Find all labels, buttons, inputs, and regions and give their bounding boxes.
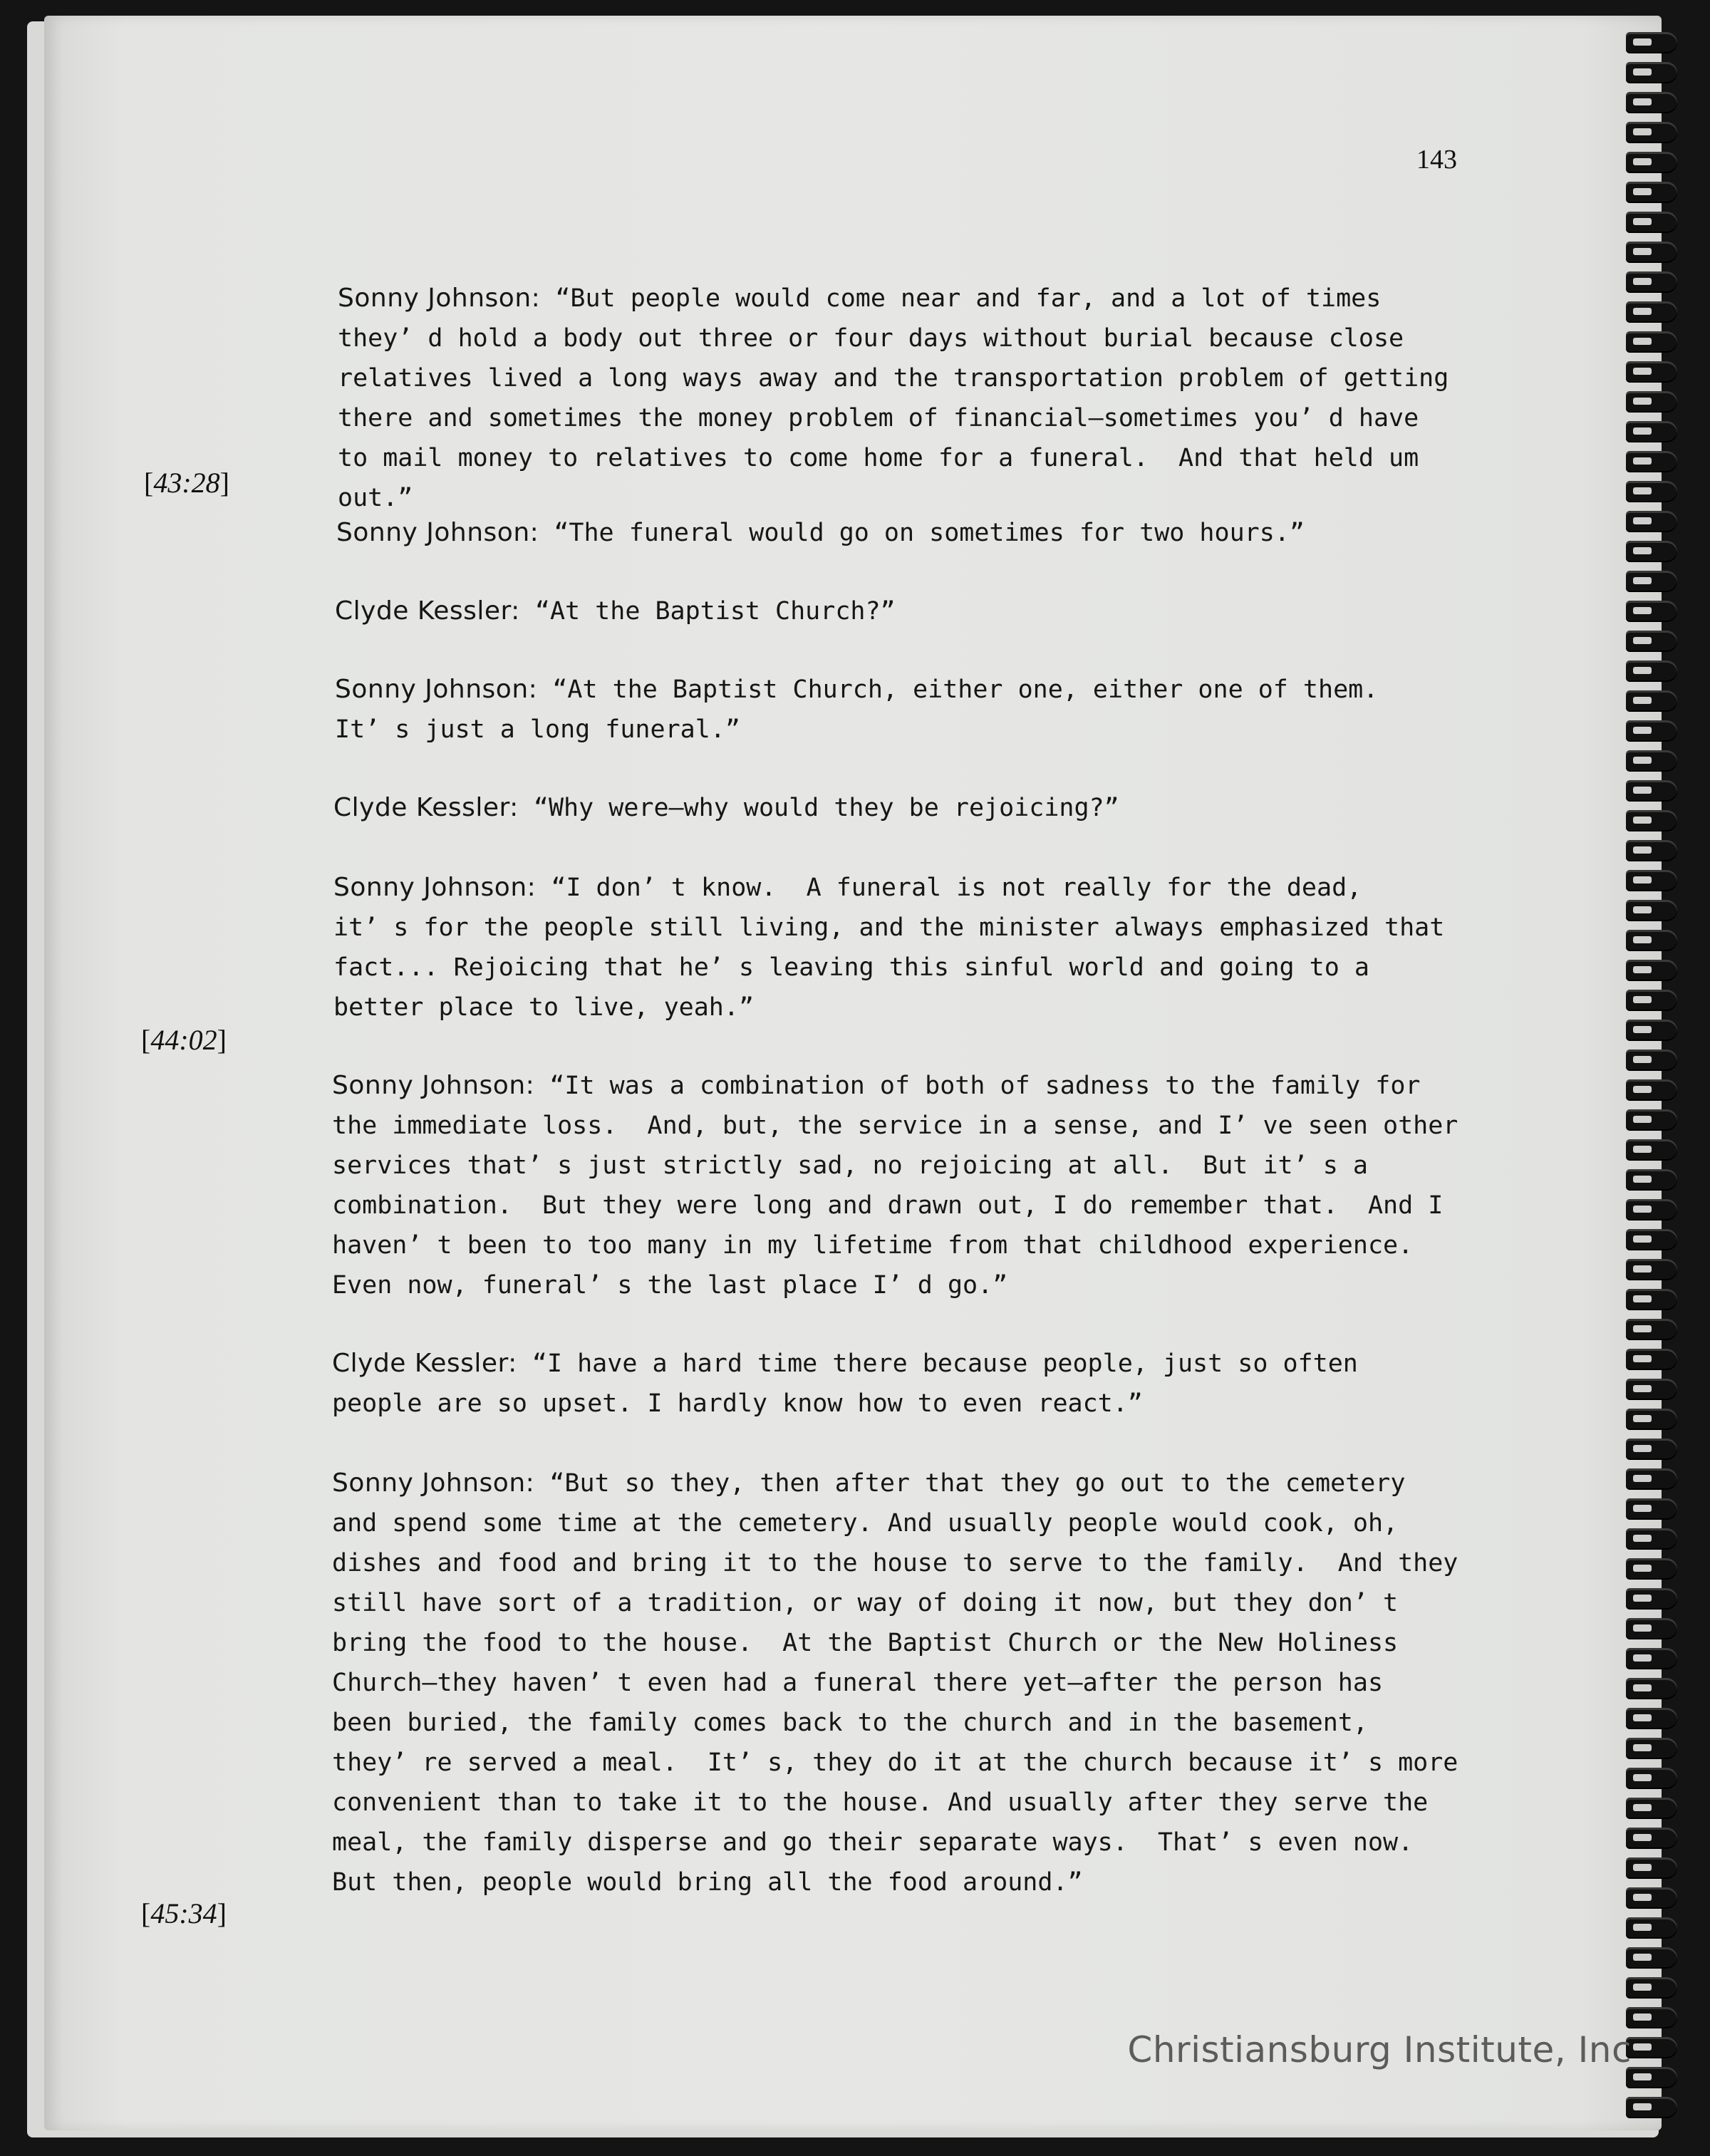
spiral-coil xyxy=(1626,1558,1677,1580)
spiral-coil xyxy=(1626,242,1677,263)
spiral-coil xyxy=(1626,1678,1677,1699)
spiral-coil xyxy=(1626,960,1677,981)
spiral-coil xyxy=(1626,1947,1677,1969)
speaker-name: Sonny Johnson: xyxy=(335,675,538,704)
spiral-coil xyxy=(1626,122,1677,143)
spiral-coil xyxy=(1626,990,1677,1011)
spiral-coil xyxy=(1626,361,1677,383)
spiral-coil xyxy=(1626,62,1677,83)
spiral-coil xyxy=(1626,271,1677,293)
spiral-binding xyxy=(1626,32,1704,2134)
transcript-entry: Sonny Johnson: “The funeral would go on sometimes for two hours.” xyxy=(336,518,1305,547)
spiral-coil xyxy=(1626,810,1677,831)
transcript-entry: Clyde Kessler: “I have a hard time there because people, just so often people are so upset. I hardly know how to even react.” xyxy=(332,1349,1358,1418)
spiral-coil xyxy=(1626,1199,1677,1220)
speaker-name: Clyde Kessler: xyxy=(333,793,519,822)
watermark: Christiansburg Institute, Inc xyxy=(1127,2029,1632,2071)
spiral-coil xyxy=(1626,541,1677,562)
spiral-coil xyxy=(1626,1528,1677,1550)
spiral-coil xyxy=(1626,2037,1677,2058)
spiral-coil xyxy=(1626,1259,1677,1280)
spiral-coil xyxy=(1626,1498,1677,1520)
speaker-name: Clyde Kessler: xyxy=(335,596,520,626)
spiral-coil xyxy=(1626,1020,1677,1041)
spiral-coil xyxy=(1626,1618,1677,1639)
spiral-coil xyxy=(1626,1229,1677,1250)
spiral-coil xyxy=(1626,1828,1677,1849)
spiral-coil xyxy=(1626,1588,1677,1610)
timestamp: [44:02] xyxy=(141,1024,227,1056)
spiral-coil xyxy=(1626,1768,1677,1789)
spiral-coil xyxy=(1626,92,1677,113)
spiral-coil xyxy=(1626,1468,1677,1490)
spiral-coil xyxy=(1626,660,1677,682)
spiral-coil xyxy=(1626,451,1677,472)
speaker-name: Clyde Kessler: xyxy=(332,1349,517,1378)
spiral-coil xyxy=(1626,391,1677,413)
spiral-coil xyxy=(1626,301,1677,323)
spiral-coil xyxy=(1626,511,1677,532)
spiral-coil xyxy=(1626,1050,1677,1071)
speaker-name: Sonny Johnson: xyxy=(332,1468,535,1498)
speaker-name: Sonny Johnson: xyxy=(338,284,541,313)
spiral-coil xyxy=(1626,1738,1677,1759)
spiral-coil xyxy=(1626,1109,1677,1131)
spiral-coil xyxy=(1626,1977,1677,1999)
spiral-coil xyxy=(1626,32,1677,53)
timestamp: [45:34] xyxy=(141,1897,227,1929)
transcript-entry: Clyde Kessler: “At the Baptist Church?” xyxy=(335,596,896,626)
spiral-coil xyxy=(1626,1857,1677,1879)
spiral-coil xyxy=(1626,481,1677,502)
spiral-coil xyxy=(1626,780,1677,802)
spiral-coil xyxy=(1626,1409,1677,1430)
spiral-coil xyxy=(1626,720,1677,742)
spiral-coil xyxy=(1626,631,1677,652)
spiral-coil xyxy=(1626,571,1677,592)
spiral-coil xyxy=(1626,1439,1677,1460)
transcript-entry: Sonny Johnson: “It was a combination of both of sadness to the family for the immediate loss. And, but, the service in a sense, and I’ ve seen other services that’ s just strictly sad, no rejoicing at all. But it’ s a combination. But they were long and drawn out, I do remember that. And I haven’ t been to too many in my lifetime from that childhood experience. Even now, funeral’ s the last place I’ d go.” xyxy=(332,1071,1458,1300)
spiral-coil xyxy=(1626,1349,1677,1370)
spiral-coil xyxy=(1626,1289,1677,1310)
spiral-coil xyxy=(1626,690,1677,712)
spiral-coil xyxy=(1626,870,1677,891)
speaker-name: Sonny Johnson: xyxy=(333,873,537,902)
spiral-coil xyxy=(1626,1917,1677,1939)
spiral-coil xyxy=(1626,750,1677,772)
page-number: 143 xyxy=(1416,145,1457,175)
transcript-entry: Sonny Johnson: “I don’ t know. A funeral is not really for the dead, it’ s for the people still living, and the minister always emphasized that fact... Rejoicing that he’ s leaving this sinful world and going to a better place to live, yeah.” xyxy=(333,873,1445,1022)
speaker-name: Sonny Johnson: xyxy=(336,518,539,547)
spiral-coil xyxy=(1626,1379,1677,1400)
spiral-coil xyxy=(1626,1648,1677,1669)
spiral-coil xyxy=(1626,331,1677,353)
spiral-coil xyxy=(1626,421,1677,442)
timestamp: [43:28] xyxy=(144,467,229,499)
spiral-coil xyxy=(1626,1079,1677,1101)
spiral-coil xyxy=(1626,1708,1677,1729)
transcript-entry: Sonny Johnson: “But so they, then after that they go out to the cemetery and spend some time at the cemetery. And usually people would cook, oh, dishes and food and bring it to the house to serve to the family. And they still have sort of a tradition, or way of doing it now, but they don’ t bring the food to the house. At the Baptist Church or the New Holiness Church—they haven’ t even had a funeral there yet—after the person has been buried, the family comes back to the church and in the basement, they’ re served a meal. It’ s, they do it at the church because it’ s more convenient than to take it to the house. And usually after they serve the meal, the family disperse and go their separate ways. That’ s even now. But then, people would bring all the food around.” xyxy=(332,1468,1458,1897)
spiral-coil xyxy=(1626,900,1677,921)
speaker-name: Sonny Johnson: xyxy=(332,1071,535,1100)
spiral-coil xyxy=(1626,1139,1677,1161)
spiral-coil xyxy=(1626,1169,1677,1191)
transcript-entry: Sonny Johnson: “But people would come near and far, and a lot of times they’ d hold a body out three or four days without burial because close relatives lived a long ways away and the transportation problem of getting there and sometimes the money problem of financial—sometimes you’ d have to mail money to relatives to come home for a funeral. And that held um out.” xyxy=(338,284,1449,512)
spiral-coil xyxy=(1626,2007,1677,2028)
spiral-coil xyxy=(1626,212,1677,233)
spiral-coil xyxy=(1626,1319,1677,1340)
spiral-coil xyxy=(1626,930,1677,951)
transcript-entry: Clyde Kessler: “Why were—why would they be rejoicing?” xyxy=(333,793,1119,822)
transcript-entry: Sonny Johnson: “At the Baptist Church, either one, either one of them. It’ s just a long funeral.” xyxy=(335,675,1379,744)
spiral-coil xyxy=(1626,2067,1677,2088)
spiral-coil xyxy=(1626,2097,1677,2118)
spiral-coil xyxy=(1626,1798,1677,1819)
spiral-coil xyxy=(1626,182,1677,203)
spiral-coil xyxy=(1626,840,1677,861)
spiral-coil xyxy=(1626,1887,1677,1909)
spiral-coil xyxy=(1626,601,1677,622)
spiral-coil xyxy=(1626,152,1677,173)
